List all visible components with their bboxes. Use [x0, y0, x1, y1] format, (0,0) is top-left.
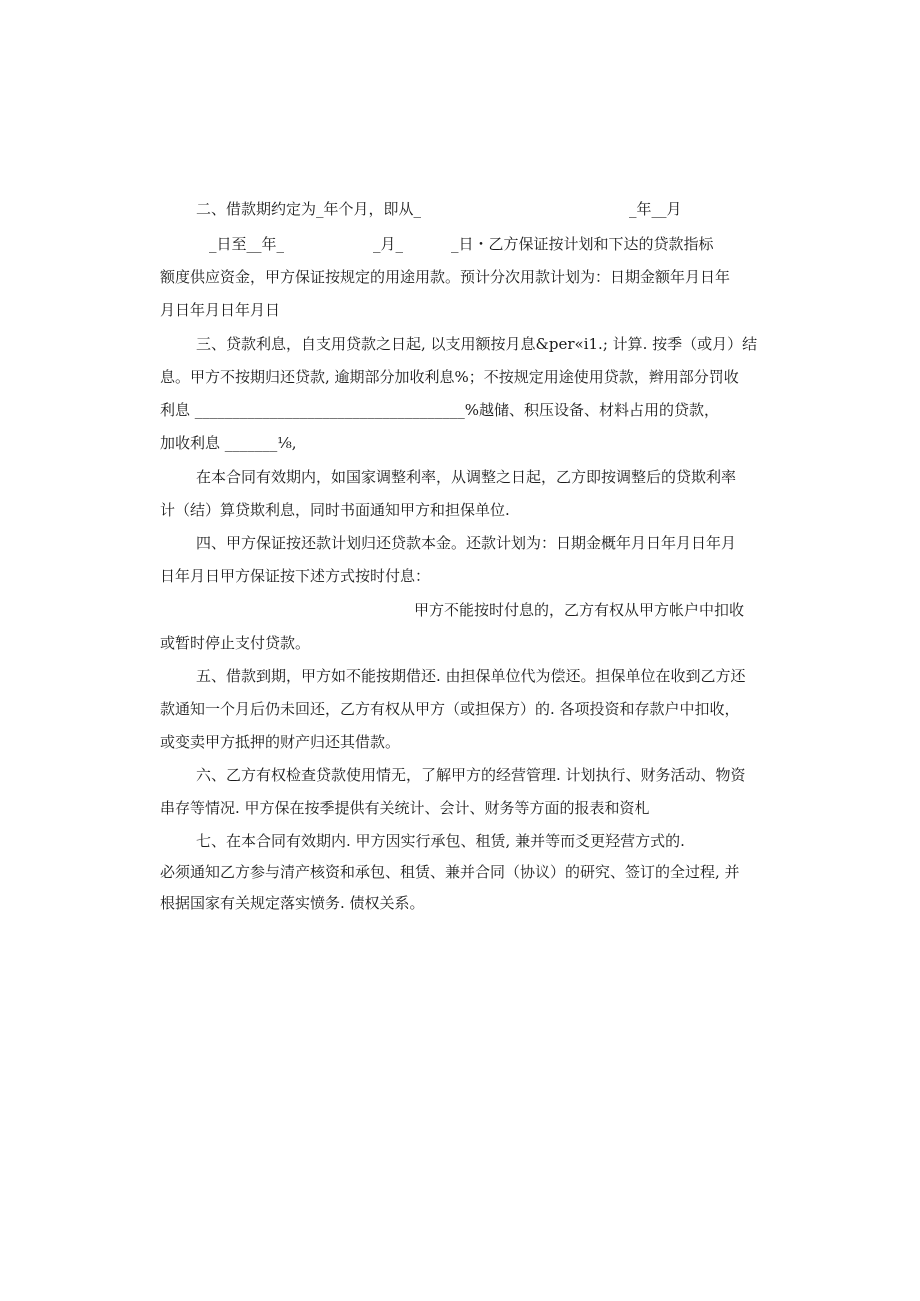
clause-2-line-1b: _年__月: [629, 200, 682, 218]
clause-3-para-2-line-1: 在本合同有效期内，如国家调整利率，从调整之日起，乙方即按调整后的贷欺利率: [196, 468, 737, 486]
clause-3-para-2-line-2: 计（结）算贷欺利息，同时书面通知甲方和担保单位.: [160, 501, 510, 519]
clause-3-line-1: 三、贷款利息，自支用贷款之日起, 以支用额按月息&per«i1.; 计算. 按季（或月）结: [196, 335, 758, 353]
clause-4-line-4: 或暂时停止支付贷款。: [160, 634, 311, 652]
clause-5-line-1: 五、借款到期，甲方如不能按期借还. 由担保单位代为偿还。担保单位在收到乙方还: [196, 667, 746, 685]
clause-3-line-3: 利息 ____________________________________%越储、积压设备、材料占用的贷款，: [160, 401, 720, 419]
clause-6-line-2: 串存等情况. 甲方保在按季提供有关统计、会计、财务等方面的报表和资札: [160, 799, 650, 817]
clause-6-line-1: 六、乙方有权检查贷款使用情无，了解甲方的经营管理. 计划执行、财务活动、物资: [196, 766, 746, 784]
clause-4-line-2: 日年月日甲方保证按下述方式按时付息：: [160, 567, 431, 585]
clause-7-line-3: 根据国家有关规定落实愤务. 债权关系。: [160, 894, 425, 912]
clause-2-line-1a: 二、借款期约定为_年个月，即从_: [196, 200, 422, 218]
clause-2-line-4: 月日年月日年月日: [160, 301, 281, 319]
clause-2-line-2a: _日至__年_: [209, 235, 285, 253]
clause-7-line-1: 七、在本合同有效期内. 甲方因实行承包、租赁, 兼并等而爻更羟营方式的.: [196, 832, 685, 850]
clause-3-line-2: 息。甲方不按期归还贷款, 逾期部分加收利息%；不按规定用途使用贷款，辫用部分罚收: [160, 368, 739, 386]
clause-2-line-2c: _日・乙方保证按计划和下达的贷款指标: [451, 235, 714, 253]
clause-5-line-3: 或变卖甲方抵押的财产归还其借款。: [160, 733, 401, 751]
clause-2-line-2b: _月_: [373, 235, 404, 253]
clause-5-line-2: 款通知一个月后仍未回还，乙方有权从甲方（或担保方）的. 各项投资和存款户中扣收，: [160, 700, 740, 718]
clause-3-line-4: 加收利息 _______⅛,: [160, 434, 297, 452]
clause-4-line-3: 甲方不能按时付息的，乙方有权从甲方帐户中扣收: [414, 601, 745, 619]
clause-2-line-3: 额度供应资金，甲方保证按规定的用途用款。预计分次用款计划为：日期金额年月日年: [160, 268, 731, 286]
clause-7-line-2: 必须通知乙方参与清产核资和承包、租赁、兼并合同（协议）的研究、签订的全过程, 并: [160, 863, 740, 881]
clause-4-line-1: 四、甲方保证按还款计划归还贷款本金。还款计划为：日期金概年月日年月日年月: [196, 534, 737, 552]
